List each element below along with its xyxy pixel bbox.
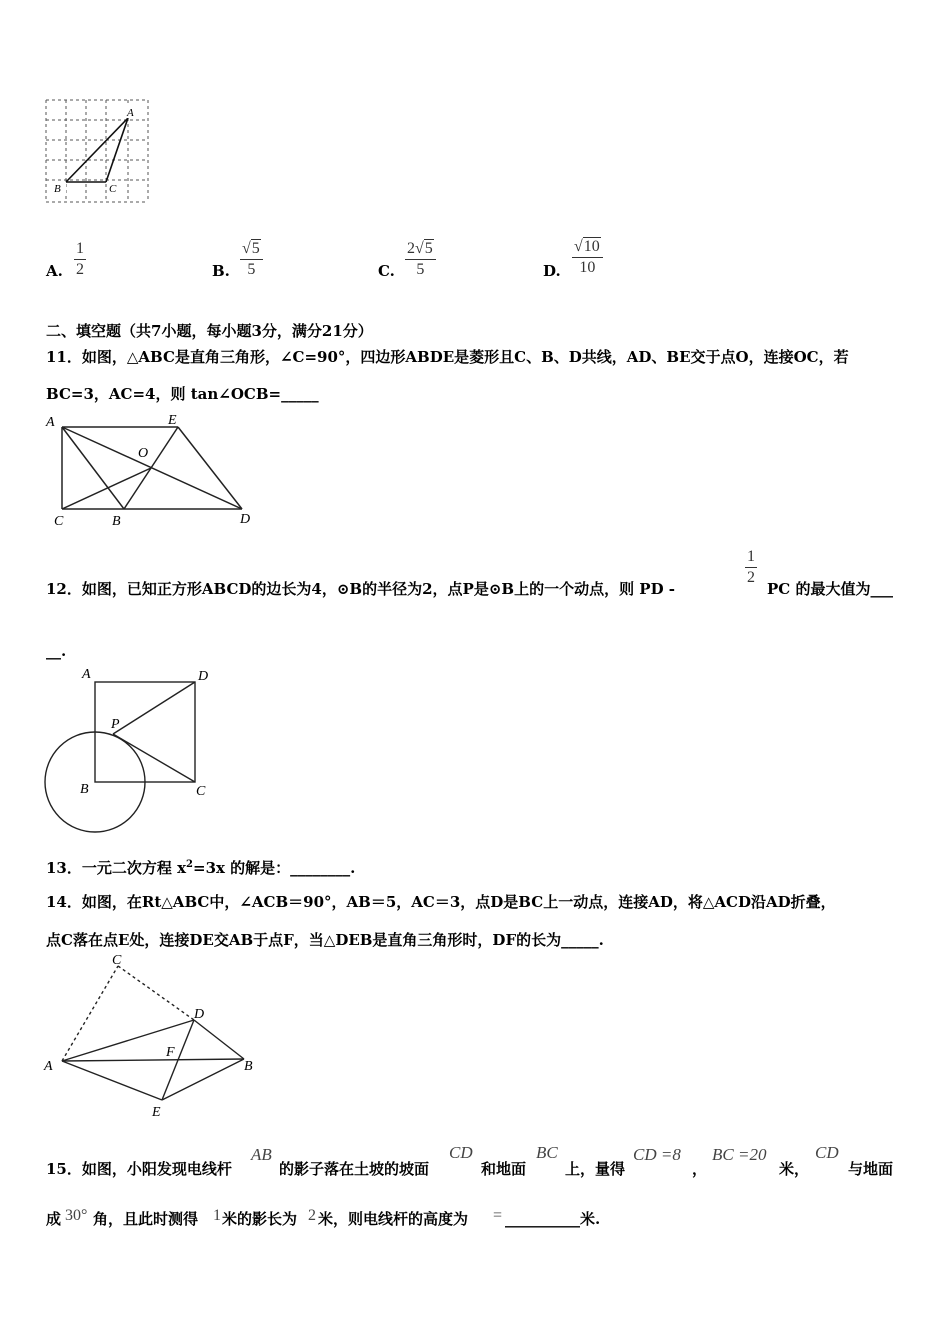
fig14-label-d: D <box>194 1007 205 1022</box>
q15-part6: 米， <box>779 1160 810 1178</box>
q11-text-line2: BC=3，AC=4，则 tan∠OCB=_____ <box>46 385 319 403</box>
option-b-label: B. <box>212 262 230 280</box>
q15-part1: 15．如图，小阳发现电线杆 <box>46 1160 232 1178</box>
q15-two: 2 <box>308 1207 316 1224</box>
fig11-label-a: A <box>46 415 55 430</box>
q15-math-bc-eq: BC =20 <box>712 1145 767 1164</box>
fig12-label-p: P <box>111 717 120 732</box>
q14-text-line1: 14．如图，在Rt△ABC中，∠ACB＝90°，AB＝5，AC＝3，点D是BC上一动点，连接AD，将△ACD沿AD折叠， <box>46 893 836 911</box>
fig14-label-f: F <box>166 1045 175 1060</box>
q15-math-cd-eq: CD =8 <box>633 1145 681 1164</box>
sqrt-sign: √ <box>574 238 583 255</box>
q15-angle: 30° <box>65 1207 88 1224</box>
option-d-numerator: 10 <box>583 238 600 255</box>
option-d-denominator: 10 <box>579 259 596 276</box>
option-d-label: D. <box>543 262 561 280</box>
q15-part5: ， <box>692 1160 708 1178</box>
q15-part3: 和地面 <box>481 1160 527 1178</box>
fig10-label-b: B <box>54 183 61 195</box>
q13-text <box>46 857 355 878</box>
fig11-label-d: D <box>240 512 251 527</box>
option-b-numerator: 5 <box>251 240 260 257</box>
q12-fraction-numerator: 1 <box>745 548 757 568</box>
option-d-fraction <box>572 238 603 277</box>
sqrt-sign: √ <box>242 240 251 257</box>
q15-line2-part5: __________米. <box>505 1210 601 1228</box>
option-c-label: C. <box>378 262 395 280</box>
q15-math-cd-2: CD <box>815 1143 839 1162</box>
fig12-label-a: A <box>82 667 91 682</box>
option-a-denominator: 2 <box>76 261 84 278</box>
q15-math-ab: AB <box>251 1145 272 1164</box>
q15-line2-part2: 角，且此时测得 <box>93 1210 199 1228</box>
q15-line2-part4: 米，则电线杆的高度为 <box>318 1210 469 1228</box>
q15-one: 1 <box>213 1207 221 1224</box>
option-c-denominator: 5 <box>416 261 425 278</box>
option-b-denominator: 5 <box>247 261 256 278</box>
option-a-fraction <box>74 240 86 279</box>
fig10-label-a: A <box>127 107 134 119</box>
square-circle-figure <box>40 662 220 838</box>
fig14-label-a: A <box>44 1059 53 1074</box>
fig14-label-b: B <box>244 1059 253 1074</box>
grid-triangle-figure <box>44 98 152 206</box>
fig14-label-c: C <box>112 953 122 968</box>
q13-text-prefix: 13．一元二次方程 x <box>46 859 187 877</box>
fig10-label-c: C <box>109 183 117 195</box>
fold-triangle-figure <box>40 952 268 1124</box>
q15-math-bc: BC <box>536 1143 558 1162</box>
q12-half-fraction <box>745 548 757 587</box>
fig12-label-c: C <box>196 784 206 799</box>
q13-text-suffix: =3x 的解是：________. <box>193 859 356 877</box>
section-title: 二、填空题（共7小题，每小题3分，满分21分） <box>46 322 373 340</box>
sqrt-sign: √ <box>415 240 424 257</box>
fig11-label-c: C <box>54 514 64 529</box>
q12-text-line2: __. <box>46 642 67 660</box>
option-c-fraction <box>405 240 436 279</box>
q15-part2: 的影子落在土坡的坡面 <box>279 1160 430 1178</box>
fig11-label-o: O <box>138 446 149 461</box>
q15-equals: = <box>493 1207 503 1224</box>
fig12-label-d: D <box>198 669 209 684</box>
q15-part7: 与地面 <box>848 1160 894 1178</box>
q13-exponent: 2 <box>186 859 194 870</box>
option-c-coefficient: 2 <box>407 240 415 257</box>
option-a-label: A. <box>46 262 63 280</box>
rhombus-figure <box>44 408 260 532</box>
option-c-numerator: 5 <box>424 240 433 257</box>
q12-fraction-denominator: 2 <box>747 569 755 586</box>
option-b-fraction <box>240 240 263 279</box>
q15-part4: 上，量得 <box>565 1160 626 1178</box>
fig11-label-b: B <box>112 514 121 529</box>
q11-text-line1: 11．如图，△ABC是直角三角形，∠C=90°，四边形ABDE是菱形且C、B、D共线，AD、BE交于点O，连接OC，若 <box>46 348 849 366</box>
fig14-label-e: E <box>152 1105 161 1120</box>
option-a-numerator: 1 <box>74 240 86 260</box>
q15-line2-part1: 成 <box>46 1210 62 1228</box>
fig12-label-b: B <box>80 782 89 797</box>
fig11-label-e: E <box>168 413 177 428</box>
q15-math-cd: CD <box>449 1143 473 1162</box>
q15-line2-part3: 米的影长为 <box>222 1210 298 1228</box>
q12-text-line1-prefix: 12．如图，已知正方形ABCD的边长为4，⊙B的半径为2，点P是⊙B上的一个动点，则 PD - <box>46 580 676 598</box>
q14-text-line2: 点C落在点E处，连接DE交AB于点F，当△DEB是直角三角形时，DF的长为_____. <box>46 931 604 949</box>
q12-text-line1-suffix: PC 的最大值为___ <box>767 580 893 598</box>
